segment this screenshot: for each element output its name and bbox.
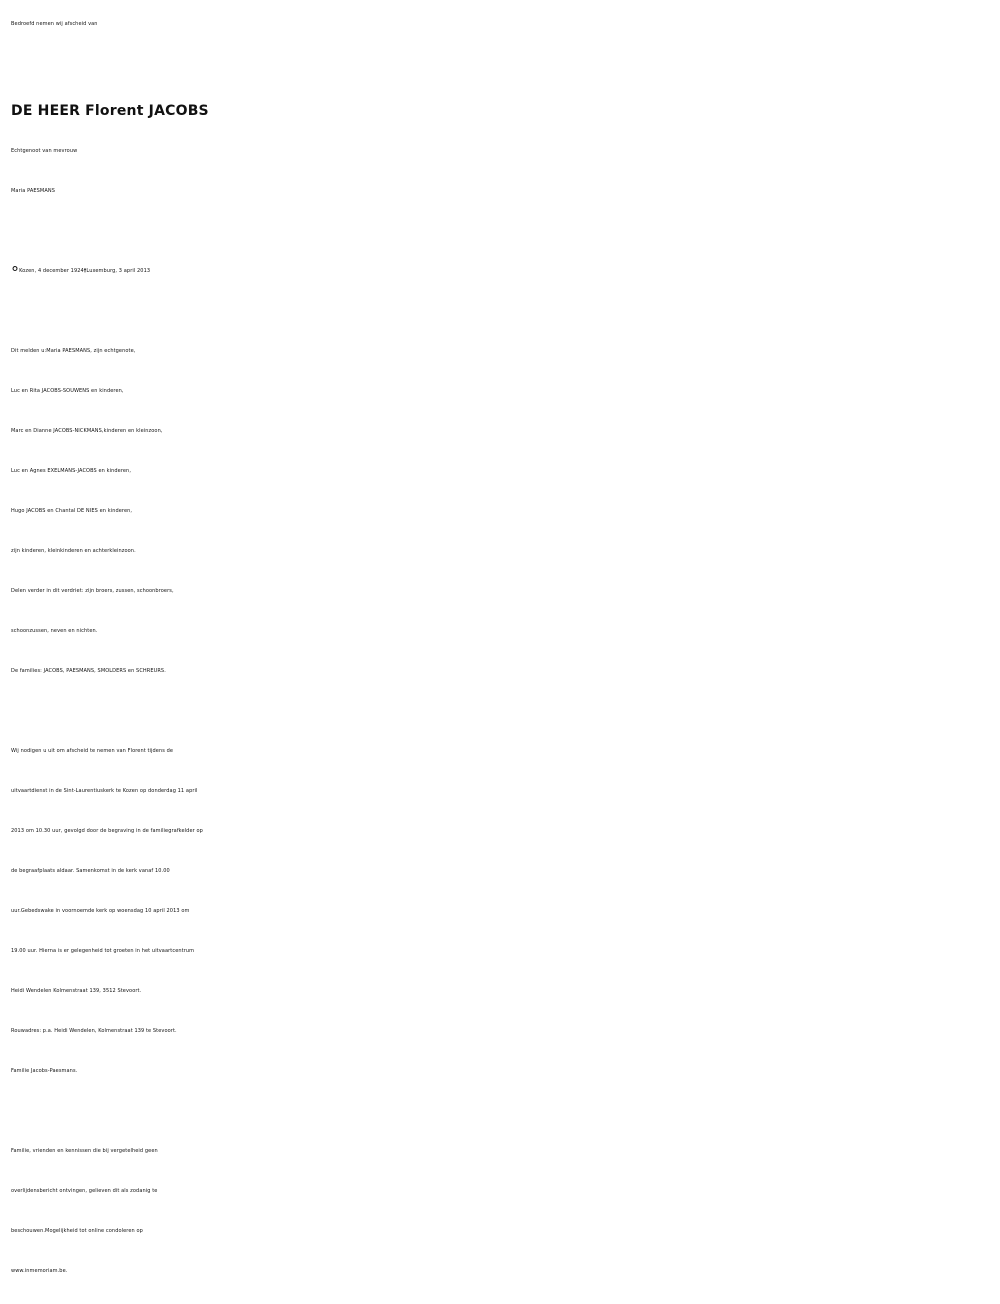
birth-death-line xyxy=(11,251,991,291)
death-place-date: Luxemburg, 3 april 2013 xyxy=(86,268,151,274)
family-line: Marc en Dianne JACOBS-NICKMANS,kinderen en kleinzoon, xyxy=(11,428,163,434)
service-details xyxy=(11,731,991,1091)
closing-note xyxy=(11,1131,991,1291)
family-announcement xyxy=(11,331,991,691)
birth-symbol: ° xyxy=(11,263,20,282)
cross-icon: † xyxy=(83,268,87,274)
service-line: Heidi Wendelen Kolmenstraat 139, 3512 Stevoort. xyxy=(11,988,142,994)
family-line: schoonzussen, neven en nichten. xyxy=(11,628,98,634)
closing-line: Familie, vrienden en kennissen die bij vergetelheid geen xyxy=(11,1148,158,1154)
family-line: Delen verder in dit verdriet: zijn broers, zussen, schoonbroers, xyxy=(11,588,174,594)
deceased-name: DE HEER Florent JACOBS xyxy=(11,103,209,119)
service-line: Rouwadres: p.a. Heidi Wendelen, Kolmenstraat 139 te Stevoort. xyxy=(11,1028,177,1034)
spouse-line-1: Echtgenoot van mevrouw xyxy=(11,148,78,154)
spouse-line-2: Maria PAESMANS xyxy=(11,188,55,194)
service-line: uur.Gebedswake in voornoemde kerk op woensdag 10 april 2013 om xyxy=(11,908,190,914)
service-line: uitvaartdienst in de Sint-Laurentiuskerk te Kozen op donderdag 11 april xyxy=(11,788,198,794)
family-line: zijn kinderen, kleinkinderen en achterkleinzoon. xyxy=(11,548,136,554)
spacer xyxy=(11,691,991,731)
spacer xyxy=(11,211,991,251)
spacer xyxy=(11,291,991,331)
spacer xyxy=(11,1091,991,1131)
birth-place-date: Kozen, 4 december 1924 xyxy=(19,268,84,274)
service-line: de begraafplaats aldaar. Samenkomst in de kerk vanaf 10.00 xyxy=(11,868,170,874)
service-line: 2013 om 10.30 uur, gevolgd door de begraving in de familiegrafkelder op xyxy=(11,828,203,834)
family-line: Luc en Rita JACOBS-SOUWENS en kinderen, xyxy=(11,388,124,394)
closing-line: overlijdensbericht ontvingen, gelieven dit als zodanig te xyxy=(11,1188,158,1194)
website-link[interactable]: www.inmemoriam.be. xyxy=(11,1268,68,1274)
family-line: Hugo JACOBS en Chantal DE NIES en kinderen, xyxy=(11,508,133,514)
intro-text: Bedroefd nemen wij afscheid van xyxy=(11,21,98,27)
obituary-notice xyxy=(11,4,991,1291)
closing-line: beschouwen.Mogelijkheid tot online condoleren op xyxy=(11,1228,143,1234)
family-line: Dit melden u:Maria PAESMANS, zijn echtgenote, xyxy=(11,348,136,354)
service-line: Familie Jacobs-Paesmans. xyxy=(11,1068,78,1074)
family-line: De families: JACOBS, PAESMANS, SMOLDERS en SCHREURS. xyxy=(11,668,166,674)
service-line: Wij nodigen u uit om afscheid te nemen van Florent tijdens de xyxy=(11,748,174,754)
family-line: Luc en Agnes EXELMANS-JACOBS en kinderen, xyxy=(11,468,132,474)
service-line: 19.00 uur. Hierna is er gelegenheid tot groeten in het uitvaartcentrum xyxy=(11,948,195,954)
